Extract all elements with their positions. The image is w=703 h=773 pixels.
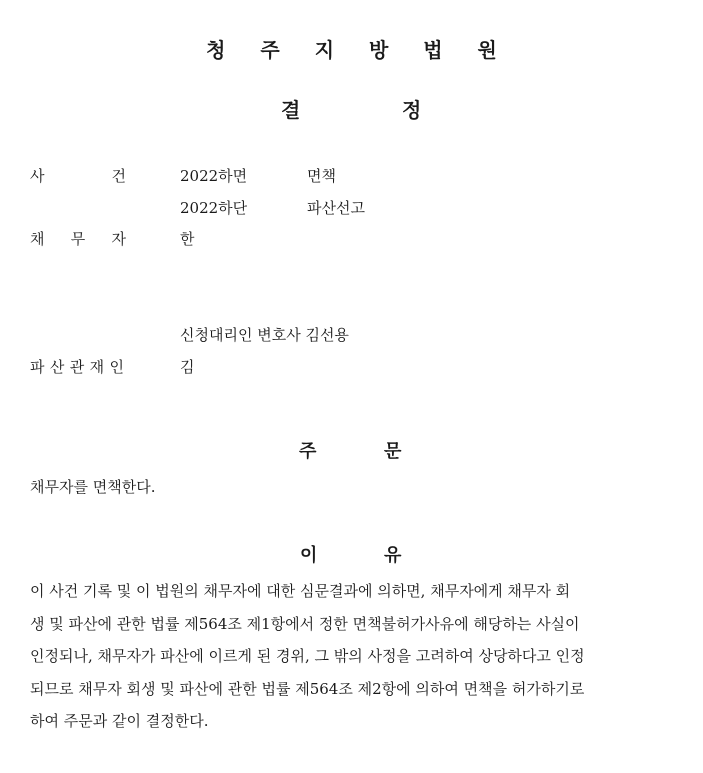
document-title-left: 결 (281, 98, 301, 122)
court-name: 청 주 지 방 법 원 (206, 38, 511, 62)
debtor-label-char: 채 (30, 230, 45, 248)
trustee-label-char: 인 (109, 358, 124, 376)
reason-line: 되므로 채무자 회생 및 파산에 관한 법률 제564조 제2항에 의하여 면책을 허가하기로 (30, 679, 585, 698)
reason-heading-right: 유 (384, 545, 402, 566)
trustee-label-char: 재 (89, 358, 105, 376)
order-heading-left: 주 (299, 441, 317, 462)
debtor-label-char: 자 (111, 230, 126, 248)
case-label-char: 건 (111, 167, 126, 185)
debtor-label (30, 228, 126, 249)
reason-line: 인정되나, 채무자가 파산에 이르게 된 경위, 그 밖의 사정을 고려하여 상당하다고 인정 (30, 647, 585, 665)
reason-heading-left: 이 (300, 545, 318, 566)
order-text: 채무자를 면책한다. (30, 478, 156, 496)
case-number-1: 2022하면 (180, 167, 248, 185)
case-label (30, 165, 126, 186)
reason-line: 하여 주문과 같이 결정한다. (30, 712, 209, 730)
debtor-label-char: 무 (70, 230, 86, 248)
case-label-char: 사 (30, 167, 45, 185)
case-number-2: 2022하단 (180, 199, 248, 217)
reason-line: 이 사건 기록 및 이 법원의 채무자에 대한 심문결과에 의하면, 채무자에게 채무자 회 (30, 582, 571, 600)
trustee-name: 김 (180, 358, 195, 376)
reason-line: 생 및 파산에 관한 법률 제564조 제1항에서 정한 면책불허가사유에 해당하는 사실이 (30, 614, 580, 633)
trustee-label (30, 356, 124, 377)
trustee-label-char: 관 (69, 358, 85, 376)
trustee-label-char: 산 (49, 358, 65, 376)
debtor-name: 한 (180, 230, 195, 248)
case-name-1: 면책 (307, 167, 336, 185)
debtor-agent: 신청대리인 변호사 김선용 (180, 326, 349, 344)
document-title-right: 정 (402, 98, 422, 122)
case-name-2: 파산선고 (307, 199, 365, 217)
reason-paragraph (30, 575, 672, 738)
order-heading-right: 문 (384, 441, 402, 462)
trustee-label-char: 파 (30, 358, 45, 376)
